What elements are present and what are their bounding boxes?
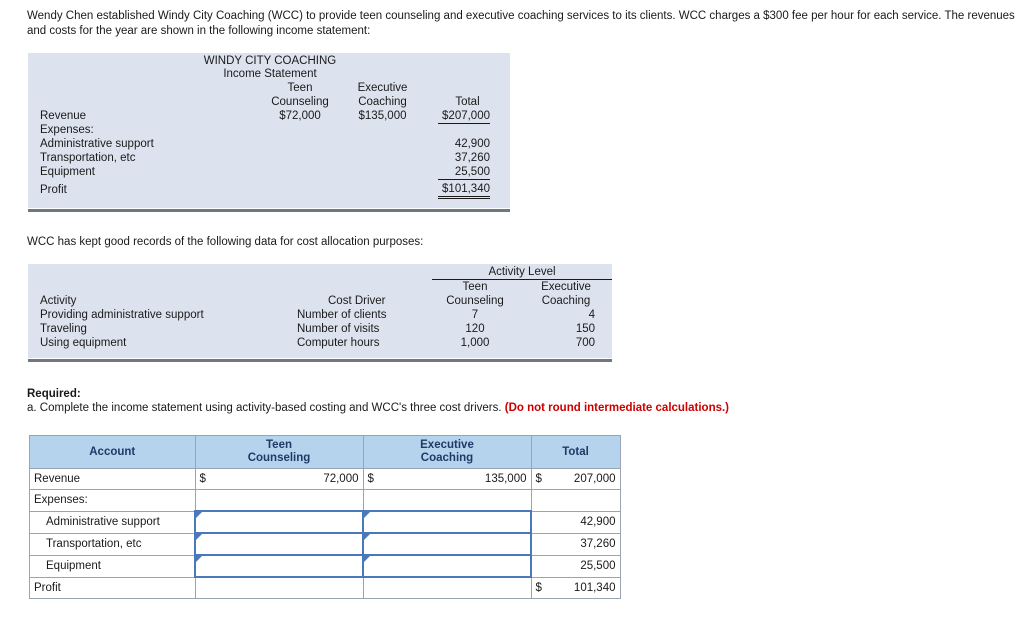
admin-teen-cell[interactable] (195, 511, 363, 533)
ans-col-exec (363, 436, 531, 469)
table-row (30, 469, 621, 490)
act-row-teen: 7 (471, 309, 479, 321)
ans-equipment-label: Equipment (30, 555, 196, 577)
activity-bottom-bar (28, 359, 612, 362)
equipment-teen-cell[interactable] (195, 555, 363, 577)
act-row-teen: 1,000 (460, 337, 490, 349)
required-section (27, 387, 729, 415)
act-row-driver: Number of clients (297, 309, 387, 321)
col-total: Total (455, 96, 480, 108)
table-row (30, 511, 621, 533)
stmt-equipment-label: Equipment (40, 166, 95, 178)
required-heading: Required: (27, 388, 81, 400)
ans-col-account: Account (30, 436, 196, 469)
stmt-admin-total: 42,900 (454, 138, 490, 150)
company-name: WINDY CITY COACHING (203, 55, 337, 67)
admin-exec-input[interactable] (368, 513, 530, 531)
transport-teen-cell[interactable] (195, 533, 363, 555)
table-row (30, 533, 621, 555)
act-row-driver: Number of visits (297, 323, 380, 335)
ans-revenue-label: Revenue (30, 469, 196, 490)
table-row (30, 577, 621, 599)
ans-transport-label: Transportation, etc (30, 533, 196, 555)
ans-admin-label: Administrative support (30, 511, 196, 533)
admin-teen-input[interactable] (200, 513, 362, 531)
act-col-exec-line2: Coaching (541, 295, 591, 307)
ans-col-exec-line1: Executive (420, 439, 474, 451)
act-row-activity: Using equipment (40, 337, 127, 349)
income-statement-bottom-bar (28, 209, 510, 212)
stmt-transport-total: 37,260 (454, 152, 490, 164)
records-intro: WCC has kept good records of the following data for cost allocation purposes: (27, 236, 424, 248)
transport-exec-cell[interactable] (363, 533, 531, 555)
stmt-revenue-exec: $135,000 (358, 110, 407, 122)
activity-level-header: Activity Level (432, 266, 612, 280)
act-col-driver: Cost Driver (328, 295, 386, 307)
act-row-driver: Computer hours (297, 337, 380, 349)
stmt-revenue-teen: $72,000 (279, 110, 321, 122)
problem-intro: Wendy Chen established Windy City Coaching (WCC) to provide teen counseling and executive coaching services to its clients. WCC charges a $300 fee per hour for each service. The revenues and costs for the year are shown in the following income statement: (27, 10, 1015, 37)
statement-title: Income Statement (223, 68, 317, 80)
required-part-a: a. Complete the income statement using activity-based costing and WCC's three cost drivers. (27, 402, 502, 414)
equipment-teen-input[interactable] (200, 557, 362, 575)
stmt-revenue-total: $207,000 (438, 110, 490, 124)
ans-col-teen-line1: Teen (266, 439, 292, 451)
admin-exec-cell[interactable] (363, 511, 531, 533)
col-teen-line2: Counseling (271, 96, 329, 108)
currency-sign: $ (363, 469, 388, 490)
ans-admin-total: 42,900 (556, 511, 620, 533)
equipment-exec-input[interactable] (368, 557, 530, 575)
ans-col-teen-line2: Counseling (247, 452, 311, 464)
ans-profit-total: 101,340 (556, 577, 620, 599)
stmt-transport-label: Transportation, etc (40, 152, 136, 164)
equipment-exec-cell[interactable] (363, 555, 531, 577)
ans-transport-total: 37,260 (556, 533, 620, 555)
act-col-teen-line1: Teen (462, 281, 488, 293)
act-row-exec: 4 (588, 309, 595, 321)
table-row (30, 490, 621, 512)
stmt-profit-total: $101,340 (438, 183, 490, 199)
stmt-expenses-label: Expenses: (40, 124, 94, 136)
act-row-exec: 700 (575, 337, 595, 349)
act-col-teen-line2: Counseling (446, 295, 504, 307)
stmt-admin-label: Administrative support (40, 138, 154, 150)
act-row-activity: Providing administrative support (40, 309, 204, 321)
currency-sign: $ (195, 469, 220, 490)
transport-teen-input[interactable] (200, 535, 362, 553)
stmt-profit-label: Profit (40, 184, 67, 196)
transport-exec-input[interactable] (368, 535, 530, 553)
ans-profit-label: Profit (30, 577, 196, 599)
ans-col-exec-line2: Coaching (420, 452, 474, 464)
act-row-exec: 150 (575, 323, 595, 335)
answer-table (29, 435, 621, 599)
ans-revenue-exec: 135,000 (388, 469, 532, 490)
table-row (30, 555, 621, 577)
currency-sign: $ (531, 469, 556, 490)
act-col-exec-line1: Executive (541, 281, 591, 293)
col-exec-line2: Coaching (358, 96, 407, 108)
col-exec-line1: Executive (357, 82, 408, 94)
ans-revenue-total: 207,000 (556, 469, 620, 490)
ans-col-teen (195, 436, 363, 469)
ans-col-total: Total (531, 436, 620, 469)
act-row-teen: 120 (465, 323, 485, 335)
stmt-equipment-total: 25,500 (438, 166, 490, 180)
stmt-revenue-label: Revenue (40, 110, 87, 122)
col-teen-line1: Teen (287, 82, 313, 94)
required-note: (Do not round intermediate calculations.) (504, 402, 730, 414)
ans-revenue-teen: 72,000 (220, 469, 364, 490)
ans-equipment-total: 25,500 (556, 555, 620, 577)
act-row-activity: Traveling (40, 323, 87, 335)
currency-sign: $ (531, 577, 556, 599)
ans-expenses-label: Expenses: (30, 490, 196, 512)
act-col-activity: Activity (40, 295, 77, 307)
